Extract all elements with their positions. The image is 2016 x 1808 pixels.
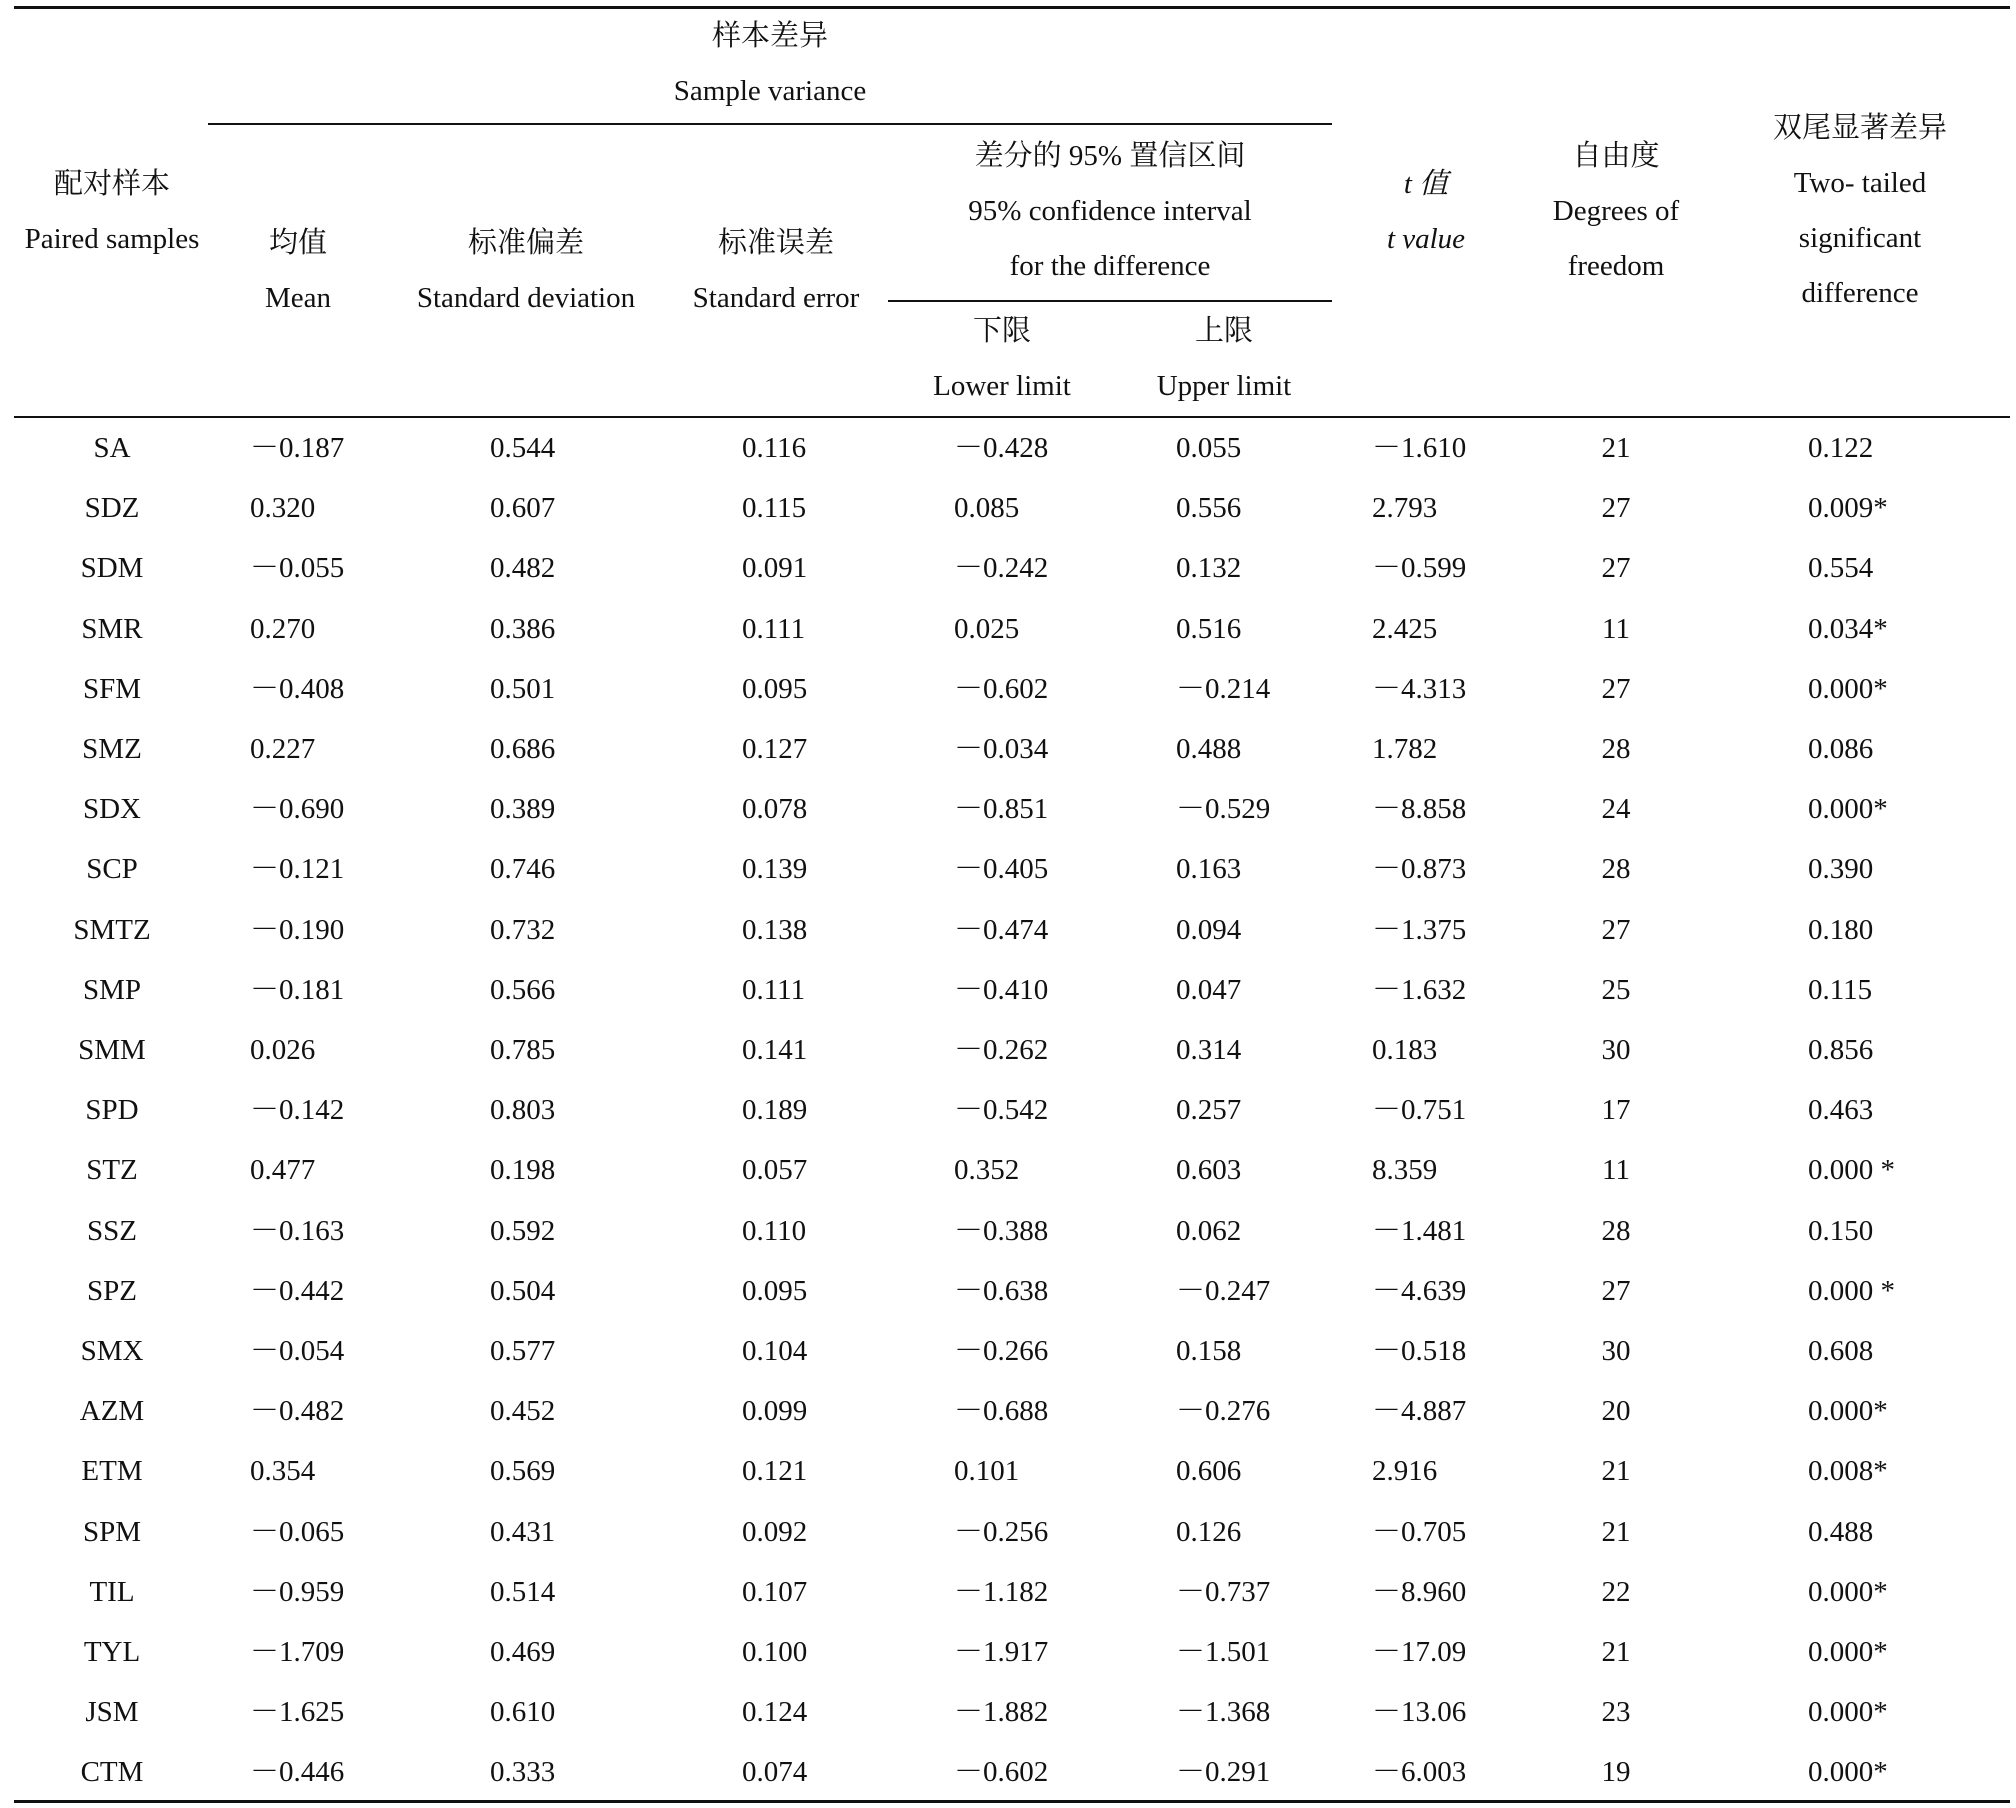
cell-sample: SPM bbox=[82, 1515, 142, 1548]
cell-sample: SDZ bbox=[84, 492, 140, 525]
cell-significance: 0.000* bbox=[1808, 1756, 1888, 1789]
cell-lower-limit: －0.256 bbox=[954, 1515, 1049, 1548]
cell-t-value: －1.632 bbox=[1372, 973, 1467, 1006]
cell-lower-limit: 0.352 bbox=[954, 1154, 1020, 1187]
cell-upper-limit: －0.291 bbox=[1176, 1756, 1271, 1789]
cell-upper-limit: 0.488 bbox=[1176, 733, 1242, 765]
cell-t-value: 2.793 bbox=[1372, 492, 1438, 525]
cell-df: 17 bbox=[1601, 1094, 1631, 1127]
cell-mean: －0.163 bbox=[250, 1214, 345, 1247]
cell-significance: 0.000* bbox=[1808, 1636, 1888, 1668]
cell-mean: 0.270 bbox=[250, 612, 316, 645]
cell-sample: SDX bbox=[82, 793, 141, 826]
cell-std-dev: 0.686 bbox=[490, 733, 556, 765]
cell-upper-limit: 0.094 bbox=[1176, 913, 1242, 946]
cell-std-dev: 0.389 bbox=[490, 793, 556, 826]
cell-df: 11 bbox=[1602, 1154, 1630, 1187]
cell-significance: 0.000 * bbox=[1808, 1154, 1895, 1187]
cell-std-error: 0.127 bbox=[742, 733, 808, 765]
cell-lower-limit: －0.428 bbox=[954, 432, 1049, 464]
cell-df: 11 bbox=[1602, 612, 1630, 645]
cell-std-dev: 0.469 bbox=[490, 1636, 556, 1668]
cell-upper-limit: 0.606 bbox=[1176, 1455, 1242, 1488]
cell-sample: SMM bbox=[78, 1034, 146, 1066]
cell-lower-limit: －0.266 bbox=[954, 1335, 1049, 1367]
cell-mean: －0.055 bbox=[250, 552, 345, 585]
cell-lower-limit: －0.638 bbox=[954, 1274, 1049, 1307]
cell-std-error: 0.111 bbox=[742, 973, 806, 1006]
cell-lower-limit: －0.688 bbox=[954, 1395, 1049, 1428]
cell-std-dev: 0.386 bbox=[490, 612, 556, 645]
cell-sample: SFM bbox=[82, 672, 142, 705]
cell-lower-limit: 0.085 bbox=[954, 492, 1020, 525]
cell-std-dev: 0.544 bbox=[490, 432, 556, 464]
cell-upper-limit: 0.516 bbox=[1176, 612, 1242, 645]
header-sample-variance: 样本差异 Sample variance bbox=[673, 20, 867, 107]
cell-t-value: －0.705 bbox=[1372, 1515, 1467, 1548]
cell-lower-limit: －0.034 bbox=[954, 733, 1049, 765]
cell-df: 30 bbox=[1601, 1034, 1631, 1066]
cell-mean: －0.690 bbox=[250, 793, 345, 826]
cell-t-value: 2.425 bbox=[1372, 612, 1438, 645]
cell-mean: －0.442 bbox=[250, 1274, 345, 1307]
cell-std-error: 0.078 bbox=[742, 793, 808, 826]
cell-mean: －0.482 bbox=[250, 1395, 345, 1428]
cell-sample: TYL bbox=[83, 1636, 141, 1668]
cell-mean: 0.320 bbox=[250, 492, 316, 525]
cell-std-dev: 0.198 bbox=[490, 1154, 556, 1187]
header-paired-samples: 配对样本 Paired samples bbox=[24, 168, 200, 255]
cell-std-error: 0.110 bbox=[742, 1214, 807, 1247]
cell-significance: 0.000* bbox=[1808, 1696, 1888, 1729]
cell-upper-limit: 0.257 bbox=[1176, 1094, 1242, 1127]
cell-mean: －0.181 bbox=[250, 973, 345, 1006]
cell-sample: SMR bbox=[81, 612, 143, 645]
sample-variance-rule bbox=[208, 123, 1332, 125]
cell-t-value: －0.751 bbox=[1372, 1094, 1467, 1127]
header-standard-deviation: 标准偏差 Standard deviation bbox=[416, 227, 636, 314]
cell-significance: 0.856 bbox=[1808, 1034, 1874, 1066]
cell-upper-limit: －0.214 bbox=[1176, 672, 1271, 705]
header-confidence-interval: 差分的 95% 置信区间 95% confidence interval for the difference bbox=[968, 140, 1252, 282]
cell-df: 21 bbox=[1601, 1515, 1631, 1548]
cell-significance: 0.009* bbox=[1808, 492, 1888, 525]
cell-std-error: 0.116 bbox=[742, 432, 807, 464]
cell-std-error: 0.092 bbox=[742, 1515, 808, 1548]
cell-significance: 0.000* bbox=[1808, 793, 1888, 826]
cell-t-value: －8.858 bbox=[1372, 793, 1467, 826]
cell-mean: 0.026 bbox=[250, 1034, 316, 1066]
cell-t-value: 0.183 bbox=[1372, 1034, 1438, 1066]
cell-std-error: 0.139 bbox=[742, 853, 808, 886]
cell-std-error: 0.100 bbox=[742, 1636, 808, 1668]
cell-upper-limit: －0.247 bbox=[1176, 1274, 1271, 1307]
cell-df: 27 bbox=[1601, 552, 1631, 585]
cell-upper-limit: 0.556 bbox=[1176, 492, 1242, 525]
cell-t-value: －6.003 bbox=[1372, 1756, 1467, 1789]
cell-std-error: 0.107 bbox=[742, 1575, 808, 1608]
cell-std-error: 0.141 bbox=[742, 1034, 808, 1066]
cell-significance: 0.608 bbox=[1808, 1335, 1874, 1367]
cell-lower-limit: －0.262 bbox=[954, 1034, 1049, 1066]
cell-mean: －0.408 bbox=[250, 672, 345, 705]
cell-lower-limit: －1.182 bbox=[954, 1575, 1049, 1608]
cell-df: 22 bbox=[1601, 1575, 1631, 1608]
cell-mean: －0.065 bbox=[250, 1515, 345, 1548]
cell-t-value: 1.782 bbox=[1372, 733, 1438, 765]
cell-sample: SPZ bbox=[87, 1274, 137, 1307]
cell-df: 27 bbox=[1601, 492, 1631, 525]
cell-lower-limit: －0.602 bbox=[954, 1756, 1049, 1789]
cell-t-value: －13.06 bbox=[1372, 1696, 1467, 1729]
cell-t-value: 2.916 bbox=[1372, 1455, 1438, 1488]
cell-lower-limit: －0.388 bbox=[954, 1214, 1049, 1247]
cell-mean: －0.142 bbox=[250, 1094, 345, 1127]
cell-df: 27 bbox=[1601, 913, 1631, 946]
cell-upper-limit: 0.062 bbox=[1176, 1214, 1242, 1247]
cell-std-dev: 0.607 bbox=[490, 492, 556, 525]
header-two-tailed-significance: 双尾显著差异 Two- tailed significant difference bbox=[1772, 112, 1947, 309]
cell-upper-limit: －1.501 bbox=[1176, 1636, 1271, 1668]
cell-std-dev: 0.482 bbox=[490, 552, 556, 585]
cell-mean: －0.187 bbox=[250, 432, 345, 464]
cell-sample: SCP bbox=[86, 853, 138, 886]
cell-lower-limit: －1.882 bbox=[954, 1696, 1049, 1729]
cell-std-dev: 0.431 bbox=[490, 1515, 556, 1548]
cell-t-value: －1.481 bbox=[1372, 1214, 1467, 1247]
cell-significance: 0.000* bbox=[1808, 672, 1888, 705]
cell-sample: SMZ bbox=[82, 733, 142, 765]
cell-std-dev: 0.514 bbox=[490, 1575, 556, 1608]
cell-lower-limit: －0.474 bbox=[954, 913, 1049, 946]
cell-df: 28 bbox=[1601, 733, 1631, 765]
cell-significance: 0.463 bbox=[1808, 1094, 1874, 1127]
cell-std-error: 0.121 bbox=[742, 1455, 808, 1488]
cell-df: 30 bbox=[1601, 1335, 1631, 1367]
cell-significance: 0.554 bbox=[1808, 552, 1874, 585]
cell-significance: 0.150 bbox=[1808, 1214, 1874, 1247]
cell-sample: SPD bbox=[85, 1094, 139, 1127]
cell-significance: 0.488 bbox=[1808, 1515, 1874, 1548]
cell-t-value: －0.599 bbox=[1372, 552, 1467, 585]
cell-df: 25 bbox=[1601, 973, 1631, 1006]
cell-sample: SMX bbox=[80, 1335, 144, 1367]
cell-std-dev: 0.610 bbox=[490, 1696, 556, 1729]
cell-significance: 0.122 bbox=[1808, 432, 1874, 464]
cell-std-dev: 0.569 bbox=[490, 1455, 556, 1488]
cell-t-value: －1.610 bbox=[1372, 432, 1467, 464]
cell-std-dev: 0.592 bbox=[490, 1214, 556, 1247]
header-standard-error: 标准误差 Standard error bbox=[692, 227, 860, 314]
cell-upper-limit: 0.314 bbox=[1176, 1034, 1242, 1066]
cell-lower-limit: －0.542 bbox=[954, 1094, 1049, 1127]
cell-std-error: 0.111 bbox=[742, 612, 806, 645]
cell-df: 27 bbox=[1601, 672, 1631, 705]
cell-df: 28 bbox=[1601, 853, 1631, 886]
cell-upper-limit: 0.163 bbox=[1176, 853, 1242, 886]
header-degrees-of-freedom: 自由度 Degrees of freedom bbox=[1552, 140, 1680, 282]
cell-mean: －0.054 bbox=[250, 1335, 345, 1367]
header-mean: 均值 Mean bbox=[264, 227, 332, 314]
cell-sample: SDM bbox=[80, 552, 144, 585]
cell-upper-limit: －1.368 bbox=[1176, 1696, 1271, 1729]
cell-upper-limit: 0.132 bbox=[1176, 552, 1242, 585]
header-lower-limit: 下限 Lower limit bbox=[933, 315, 1071, 402]
cell-significance: 0.390 bbox=[1808, 853, 1874, 886]
cell-std-error: 0.104 bbox=[742, 1335, 808, 1367]
cell-std-dev: 0.803 bbox=[490, 1094, 556, 1127]
cell-std-dev: 0.566 bbox=[490, 973, 556, 1006]
cell-upper-limit: 0.603 bbox=[1176, 1154, 1242, 1187]
cell-lower-limit: －0.410 bbox=[954, 973, 1049, 1006]
cell-significance: 0.000 * bbox=[1808, 1274, 1895, 1307]
cell-t-value: －1.375 bbox=[1372, 913, 1467, 946]
cell-std-error: 0.138 bbox=[742, 913, 808, 946]
cell-t-value: －4.887 bbox=[1372, 1395, 1467, 1428]
ci-rule bbox=[888, 300, 1332, 302]
cell-df: 28 bbox=[1601, 1214, 1631, 1247]
cell-mean: －0.446 bbox=[250, 1756, 345, 1789]
header-t-value: t 值 t value bbox=[1386, 168, 1466, 255]
cell-std-error: 0.074 bbox=[742, 1756, 808, 1789]
header-upper-limit: 上限 Upper limit bbox=[1156, 315, 1292, 402]
cell-df: 24 bbox=[1601, 793, 1631, 826]
cell-upper-limit: －0.276 bbox=[1176, 1395, 1271, 1428]
cell-std-dev: 0.452 bbox=[490, 1395, 556, 1428]
cell-std-dev: 0.732 bbox=[490, 913, 556, 946]
cell-significance: 0.000* bbox=[1808, 1395, 1888, 1428]
cell-sample: ETM bbox=[81, 1455, 143, 1488]
cell-t-value: －4.313 bbox=[1372, 672, 1467, 705]
cell-lower-limit: 0.025 bbox=[954, 612, 1020, 645]
cell-t-value: －8.960 bbox=[1372, 1575, 1467, 1608]
cell-upper-limit: 0.055 bbox=[1176, 432, 1242, 464]
cell-sample: STZ bbox=[86, 1154, 138, 1187]
cell-significance: 0.115 bbox=[1808, 973, 1873, 1006]
cell-mean: －1.709 bbox=[250, 1636, 345, 1668]
cell-std-error: 0.099 bbox=[742, 1395, 808, 1428]
cell-significance: 0.000* bbox=[1808, 1575, 1888, 1608]
cell-sample: CTM bbox=[80, 1756, 144, 1789]
cell-lower-limit: －0.405 bbox=[954, 853, 1049, 886]
cell-upper-limit: －0.737 bbox=[1176, 1575, 1271, 1608]
cell-mean: －0.959 bbox=[250, 1575, 345, 1608]
cell-t-value: 8.359 bbox=[1372, 1154, 1438, 1187]
cell-significance: 0.086 bbox=[1808, 733, 1874, 765]
cell-mean: 0.354 bbox=[250, 1455, 316, 1488]
cell-std-dev: 0.501 bbox=[490, 672, 556, 705]
cell-lower-limit: －0.242 bbox=[954, 552, 1049, 585]
cell-df: 19 bbox=[1601, 1756, 1631, 1789]
cell-upper-limit: －0.529 bbox=[1176, 793, 1271, 826]
cell-std-error: 0.095 bbox=[742, 1274, 808, 1307]
cell-mean: 0.477 bbox=[250, 1154, 316, 1187]
cell-df: 23 bbox=[1601, 1696, 1631, 1729]
cell-df: 21 bbox=[1601, 1636, 1631, 1668]
cell-std-dev: 0.746 bbox=[490, 853, 556, 886]
cell-std-dev: 0.504 bbox=[490, 1274, 556, 1307]
cell-std-error: 0.057 bbox=[742, 1154, 808, 1187]
cell-lower-limit: －1.917 bbox=[954, 1636, 1049, 1668]
cell-significance: 0.034* bbox=[1808, 612, 1888, 645]
cell-df: 20 bbox=[1601, 1395, 1631, 1428]
cell-std-dev: 0.577 bbox=[490, 1335, 556, 1367]
cell-sample: SSZ bbox=[87, 1214, 137, 1247]
cell-mean: －0.121 bbox=[250, 853, 345, 886]
cell-lower-limit: －0.851 bbox=[954, 793, 1049, 826]
cell-sample: SA bbox=[93, 432, 131, 464]
cell-sample: SMTZ bbox=[73, 913, 151, 946]
cell-lower-limit: 0.101 bbox=[954, 1455, 1020, 1488]
cell-upper-limit: 0.158 bbox=[1176, 1335, 1242, 1367]
cell-df: 21 bbox=[1601, 432, 1631, 464]
cell-lower-limit: －0.602 bbox=[954, 672, 1049, 705]
cell-sample: TIL bbox=[89, 1575, 135, 1608]
cell-std-error: 0.091 bbox=[742, 552, 808, 585]
cell-upper-limit: 0.047 bbox=[1176, 973, 1242, 1006]
cell-df: 27 bbox=[1601, 1274, 1631, 1307]
cell-std-dev: 0.785 bbox=[490, 1034, 556, 1066]
cell-std-error: 0.115 bbox=[742, 492, 807, 525]
cell-std-error: 0.124 bbox=[742, 1696, 808, 1729]
cell-significance: 0.180 bbox=[1808, 913, 1874, 946]
cell-mean: 0.227 bbox=[250, 733, 316, 765]
cell-sample: JSM bbox=[85, 1696, 139, 1729]
cell-std-error: 0.189 bbox=[742, 1094, 808, 1127]
cell-sample: SMP bbox=[82, 973, 142, 1006]
cell-std-error: 0.095 bbox=[742, 672, 808, 705]
cell-t-value: －17.09 bbox=[1372, 1636, 1467, 1668]
cell-t-value: －0.518 bbox=[1372, 1335, 1467, 1367]
cell-t-value: －0.873 bbox=[1372, 853, 1467, 886]
cell-t-value: －4.639 bbox=[1372, 1274, 1467, 1307]
cell-sample: AZM bbox=[79, 1395, 145, 1428]
cell-std-dev: 0.333 bbox=[490, 1756, 556, 1789]
cell-significance: 0.008* bbox=[1808, 1455, 1888, 1488]
cell-upper-limit: 0.126 bbox=[1176, 1515, 1242, 1548]
cell-df: 21 bbox=[1601, 1455, 1631, 1488]
cell-mean: －1.625 bbox=[250, 1696, 345, 1729]
cell-mean: －0.190 bbox=[250, 913, 345, 946]
